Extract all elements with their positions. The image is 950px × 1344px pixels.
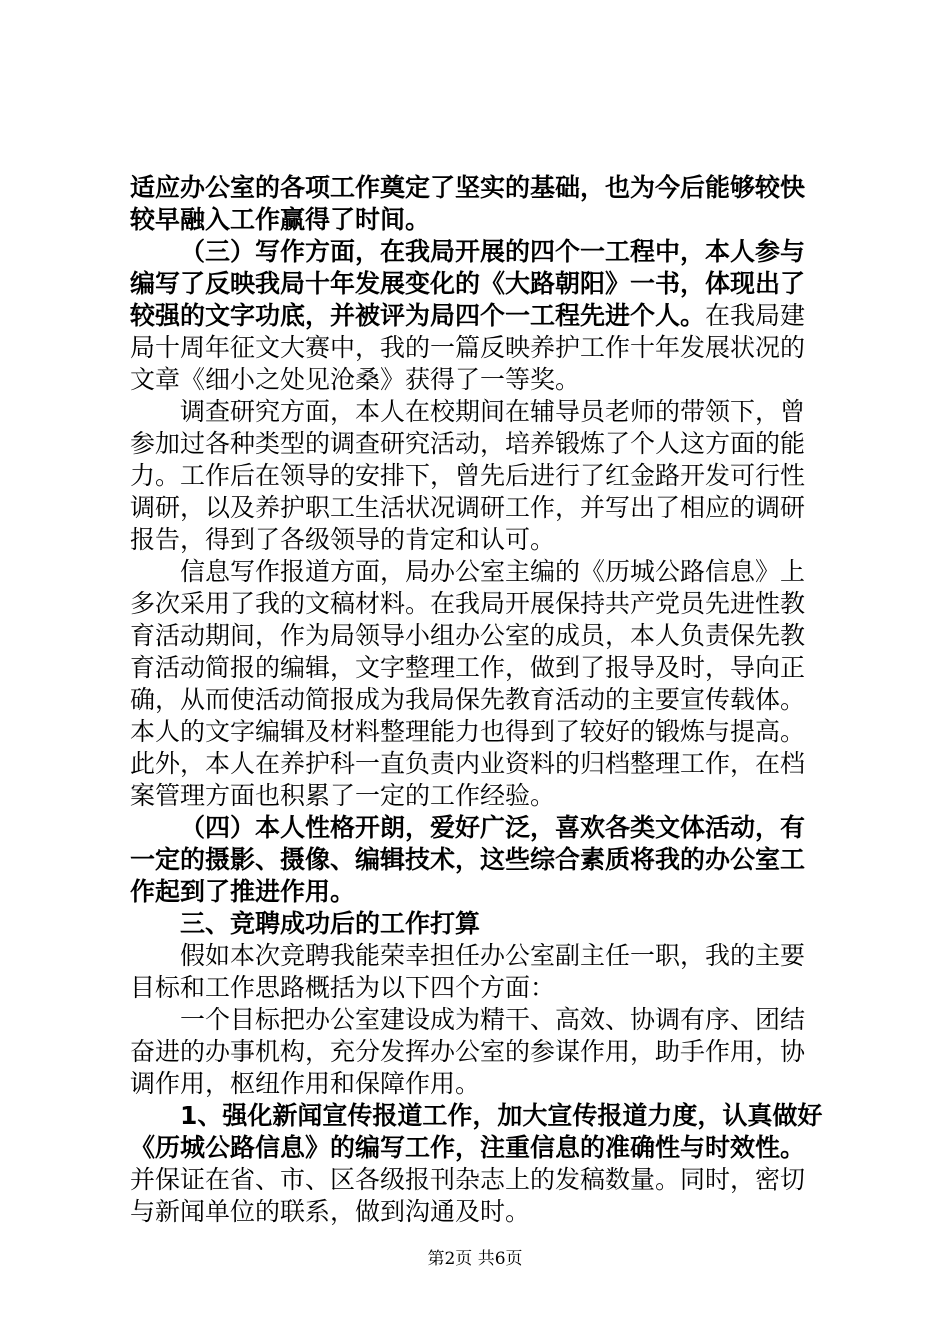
text-line — [130, 684, 830, 716]
text-line — [130, 716, 830, 748]
text-line — [130, 876, 830, 908]
text-line-content: 一定的摄影、摄像、编辑技术，这些综合素质将我的办公室工 — [130, 845, 806, 874]
text-line — [130, 428, 830, 460]
text-line-content: （四）本人性格开朗，爱好广泛，喜欢各类文体活动，有 — [180, 813, 806, 842]
text-line — [130, 1132, 830, 1164]
text-line-content: 本人的文字编辑及材料整理能力也得到了较好的锻炼与提高。 — [130, 717, 806, 746]
text-line-content: 力。工作后在领导的安排下，曾先后进行了红金路开发可行性 — [130, 461, 806, 490]
text-line — [130, 1004, 830, 1036]
text-line-content: 案管理方面也积累了一定的工作经验。 — [130, 781, 556, 810]
text-line-content: 适应办公室的各项工作奠定了坚实的基础，也为今后能够较快 — [130, 173, 806, 202]
page-footer — [0, 1244, 950, 1269]
text-line — [130, 588, 830, 620]
text-line — [130, 780, 830, 812]
text-line-content: 较早融入工作赢得了时间。 — [130, 205, 431, 234]
text-line-content: 育活动期间，作为局领导小组办公室的成员，本人负责保先教 — [130, 621, 806, 650]
text-line — [130, 1068, 830, 1100]
text-line — [130, 972, 830, 1004]
text-line — [130, 748, 830, 780]
text-line — [130, 332, 830, 364]
text-line — [130, 1036, 830, 1068]
text-line — [130, 1100, 830, 1132]
text-line-content: 目标和工作思路概括为以下四个方面： — [130, 973, 556, 1002]
page-number-label: 第2页 共6页 — [427, 1249, 523, 1269]
text-line-content: 1、强化新闻宣传报道工作，加大宣传报道力度，认真做好 — [180, 1101, 823, 1130]
text-line — [130, 204, 830, 236]
text-line — [130, 172, 830, 204]
text-line-content: 《历城公路信息》的编写工作，注重信息的准确性与时效性。 — [130, 1133, 806, 1162]
text-line — [130, 396, 830, 428]
text-line — [130, 844, 830, 876]
text-line — [130, 1196, 830, 1228]
text-line — [130, 652, 830, 684]
text-line — [130, 460, 830, 492]
text-line-tail: 在我局建 — [705, 301, 806, 330]
text-line-content: 奋进的办事机构，充分发挥办公室的参谋作用，助手作用，协 — [130, 1037, 806, 1066]
text-line-content: 局十周年征文大赛中，我的一篇反映养护工作十年发展状况的 — [130, 333, 806, 362]
text-line-content: 育活动简报的编辑，文字整理工作，做到了报导及时，导向正 — [130, 653, 806, 682]
text-line-content: 参加过各种类型的调查研究活动，培养锻炼了个人这方面的能 — [130, 429, 806, 458]
text-line-content: 信息写作报道方面，局办公室主编的《历城公路信息》上 — [180, 557, 806, 586]
text-line — [130, 1164, 830, 1196]
text-line-content: 并保证在省、市、区各级报刊杂志上的发稿数量。同时，密切 — [130, 1165, 806, 1194]
text-line — [130, 524, 830, 556]
text-line — [130, 268, 830, 300]
text-line-content: 假如本次竞聘我能荣幸担任办公室副主任一职，我的主要 — [180, 941, 806, 970]
text-line-content: （三）写作方面，在我局开展的四个一工程中，本人参与 — [180, 237, 806, 266]
text-line-content: 作起到了推进作用。 — [130, 877, 356, 906]
text-line-content: 较强的文字功底，并被评为局四个一工程先进个人。 — [130, 301, 706, 330]
text-line — [130, 812, 830, 844]
text-line-content: 调作用，枢纽作用和保障作用。 — [130, 1069, 481, 1098]
text-line-content: 此外，本人在养护科一直负责内业资料的归档整理工作，在档 — [130, 749, 806, 778]
text-line — [130, 300, 830, 332]
text-line — [130, 492, 830, 524]
text-line-content: 报告，得到了各级领导的肯定和认可。 — [130, 525, 556, 554]
text-line-content: 文章《细小之处见沧桑》获得了一等奖。 — [130, 365, 581, 394]
text-line — [130, 940, 830, 972]
text-line — [130, 364, 830, 396]
text-line-content: 与新闻单位的联系，做到沟通及时。 — [130, 1197, 531, 1226]
text-line-content: 调研，以及养护职工生活状况调研工作，并写出了相应的调研 — [130, 493, 806, 522]
text-line-content: 调查研究方面，本人在校期间在辅导员老师的带领下，曾 — [180, 397, 806, 426]
text-line-content: 确，从而使活动简报成为我局保先教育活动的主要宣传载体。 — [130, 685, 806, 714]
text-line-content: 编写了反映我局十年发展变化的《大路朝阳》一书，体现出了 — [130, 269, 806, 298]
text-line — [130, 236, 830, 268]
text-line-content: 三、竞聘成功后的工作打算 — [180, 909, 481, 938]
text-line — [130, 908, 830, 940]
text-line-content: 多次采用了我的文稿材料。在我局开展保持共产党员先进性教 — [130, 589, 806, 618]
document-body — [130, 172, 830, 1228]
text-line — [130, 620, 830, 652]
text-line-content: 一个目标把办公室建设成为精干、高效、协调有序、团结 — [180, 1005, 806, 1034]
text-line — [130, 556, 830, 588]
